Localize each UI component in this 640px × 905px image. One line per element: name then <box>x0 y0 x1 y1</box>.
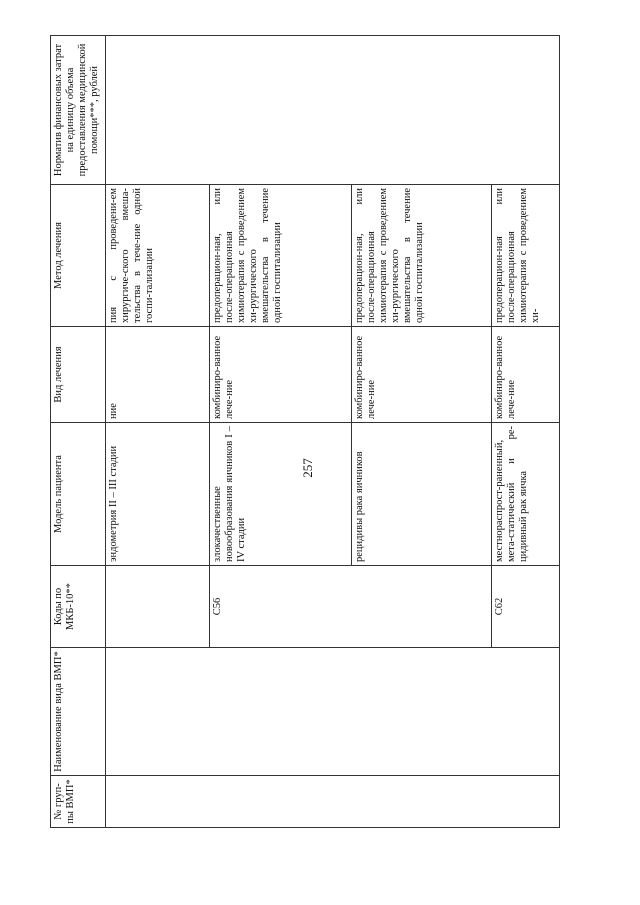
table-row <box>106 36 210 828</box>
header-patient-model: Модель пациента <box>51 423 106 566</box>
icd-code-cell: C56 <box>210 566 492 648</box>
treatment-type-cell: комбиниро-ванное лече-ние <box>492 327 560 423</box>
treatment-type-cell: ние <box>106 327 210 423</box>
group-no-cell <box>106 776 560 828</box>
treatment-method-cell: предоперацион-ная, или после-операционная химиотерапия с проведением хи-рургического вмешательства в течение одной госпитализации <box>352 185 492 327</box>
cost-norm-cell <box>106 36 560 185</box>
header-cost-norm: Норматив финансовых затрат на единицу объема предоставления медицинской помощи***, рублей <box>51 36 106 185</box>
vmp-table <box>50 35 560 828</box>
patient-model-cell: эндометрия II – III стадии <box>106 423 210 566</box>
header-treatment-method: Метод лечения <box>51 185 106 327</box>
treatment-method-cell: предоперацион-ная, или после-операционная химиотерапия с проведением хи-рургического вмешательства в течение одной госпитализации <box>210 185 352 327</box>
header-treatment-type: Вид лечения <box>51 327 106 423</box>
header-icd-codes: Коды по МКБ-10** <box>51 566 106 648</box>
page-number: 257 <box>300 458 315 478</box>
vmp-name-cell <box>106 648 560 776</box>
icd-code-cell <box>106 566 210 648</box>
treatment-method-cell: предоперацион-ная или после-операционная химиотерапия с проведением хи- <box>492 185 560 327</box>
header-row <box>51 36 106 828</box>
treatment-method-cell: пия с проведени-ем хирургиче-ского вмеша-тельства в тече-ние одной госпи-тализации <box>106 185 210 327</box>
patient-model-cell: рецидивы рака яичников <box>352 423 492 566</box>
treatment-type-cell: комбиниро-ванное лече-ние <box>352 327 492 423</box>
rotated-page <box>50 36 560 828</box>
icd-code-cell: C62 <box>492 566 560 648</box>
header-vmp-name: Наименование вида ВМП* <box>51 648 106 776</box>
treatment-type-cell: комбиниро-ванное лече-ние <box>210 327 352 423</box>
patient-model-cell: злокачественные новообразования яичников I – IV стадии <box>210 423 352 566</box>
patient-model-cell: местнораспрост-раненный, мета-статический и ре-цидивный рак яичка <box>492 423 560 566</box>
header-group-no: № груп-пы ВМП* <box>51 776 106 828</box>
